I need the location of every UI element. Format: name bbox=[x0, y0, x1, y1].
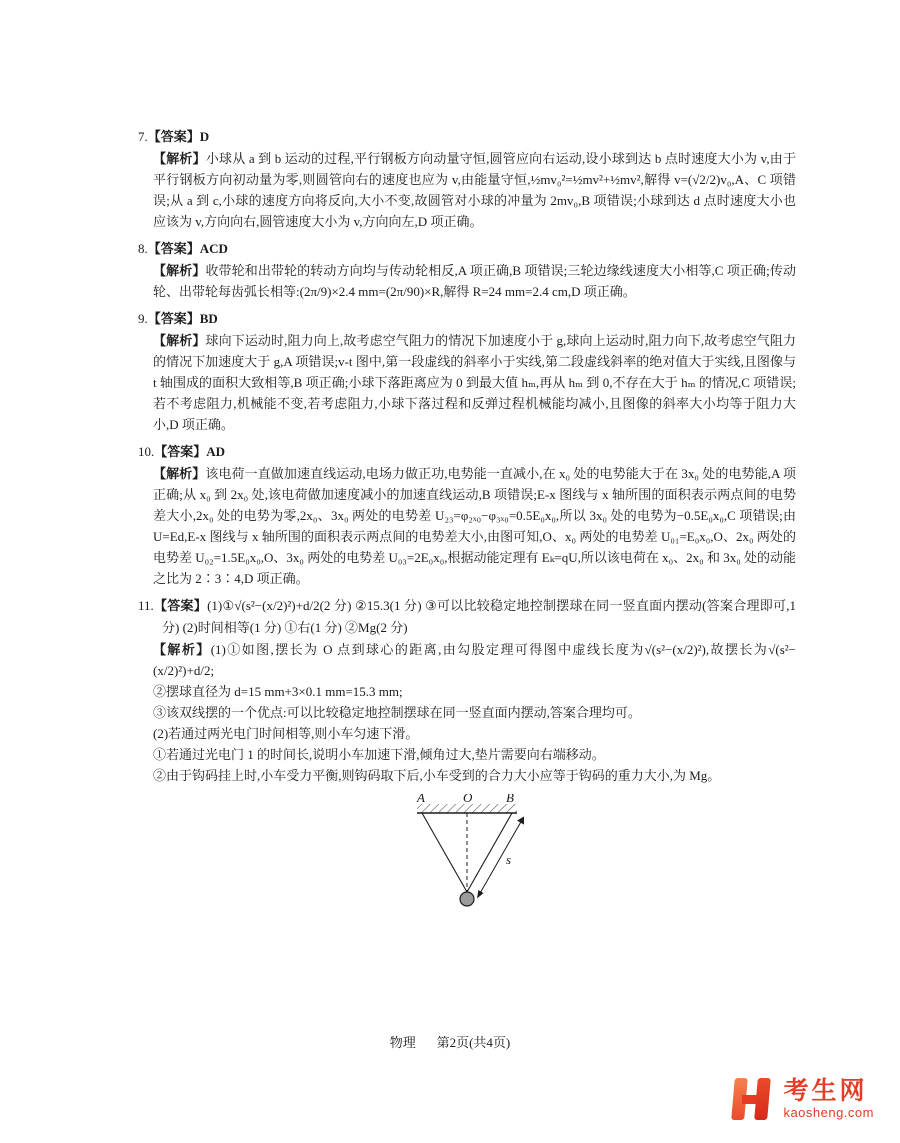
analysis-paragraph: ③该双线摆的一个优点:可以比较稳定地控制摆球在同一竖直面内摆动,答案合理均可。 bbox=[153, 705, 641, 720]
answer-value: (1)①√(s²−(x/2)²)+d/2(2 分) ②15.3(1 分) ③可以比较稳定地控制摆球在同一竖直面内摆动(答案合理即可,1 分) (2)时间相等(1 分) ①右(1 分) ②Mg(2 分) bbox=[162, 598, 796, 635]
question-number: 10. bbox=[138, 444, 155, 459]
answer-value: AD bbox=[206, 444, 226, 459]
kaosheng-logo-text bbox=[783, 1077, 874, 1121]
answer-label: 【答案】 bbox=[154, 444, 207, 459]
analysis-label: 【解析】 bbox=[153, 642, 211, 657]
analysis-paragraph: (2)若通过两光电门时间相等,则小车匀速下滑。 bbox=[153, 726, 419, 741]
question-number: 9. bbox=[138, 311, 148, 326]
analysis-text: 小球从 a 到 b 运动的过程,平行钢板方向动量守恒,圆管应向右运动,设小球到达 b 点时速度大小为 v,由于平行钢板方向初动量为零,则圆管向右的速度也应为 v,由能量守恒,½mv₀²=½mv²+½mv²,解得 v=(√2/2)v₀,A、C 项错误;从 a 到 c,小球的速度方向将反向,大小不变,故圆管对小球的冲量为 2mv₀,B 项错误;小球到达 d 点时速度大小也应该为 v,方向向右,圆管速度大小为 v,方向向左,D 项正确。 bbox=[153, 151, 796, 229]
analysis-text: (1)①如图,摆长为 O 点到球心的距离,由勾股定理可得图中虚线长度为√(s²−(x/2)²),故摆长为√(s²−(x/2)²)+d/2; bbox=[153, 642, 796, 678]
footer-subject: 物理 bbox=[389, 1035, 416, 1050]
analysis-label: 【解析】 bbox=[153, 466, 206, 481]
s-label: s bbox=[506, 852, 512, 867]
analysis-block bbox=[153, 260, 796, 302]
analysis-label: 【解析】 bbox=[153, 263, 206, 278]
question-number: 8. bbox=[138, 241, 148, 256]
answer-line bbox=[138, 126, 796, 148]
analysis-text: 球向下运动时,阻力向上,故考虑空气阻力的情况下加速度小于 g,球向上运动时,阻力向下,故考虑空气阻力的情况下加速度大于 g,A 项错误;v-t 图中,第一段虚线的斜率小于实线,第二段虚线斜率的绝对值大于实线,且图像与 t 轴围成的面积大致相等,B 项正确;小球下落距离应为 0 到最大值 hₘ,再从 hₘ 到 0,不存在大于 hₘ 的情况,C 项错误;若不考虑阻力,机械能不变,若考虑阻力,小球下落过程和反弹过程机械能均减小,且图像的斜率大小均等于阻力大小,D 项正确。 bbox=[153, 333, 796, 432]
answer-line bbox=[138, 238, 796, 260]
answer-value: D bbox=[199, 129, 210, 144]
analysis-paragraph: ②由于钩码挂上时,小车受力平衡,则钩码取下后,小车受到的合力大小应等于钩码的重力大小,为 Mg。 bbox=[153, 768, 721, 783]
point-o-label: O bbox=[463, 794, 473, 805]
analysis-block bbox=[153, 639, 796, 786]
answer-label: 【答案】 bbox=[153, 598, 208, 613]
pendulum-figure bbox=[372, 794, 562, 919]
support-bar bbox=[417, 804, 517, 813]
point-b-label: B bbox=[506, 794, 514, 805]
question-block-7 bbox=[138, 126, 796, 232]
answer-label: 【答案】 bbox=[147, 129, 200, 144]
question-number: 11. bbox=[138, 598, 154, 613]
kaosheng-site-name: 考生网 bbox=[783, 1077, 868, 1106]
analysis-text: 该电荷一直做加速直线运动,电场力做正功,电势能一直减小,在 x₀ 处的电势能大于在 3x₀ 处的电势能,A 项正确;从 x₀ 到 2x₀ 处,该电荷做加速度减小的加速直线运动,B 项错误;E-x 图线与 x 轴所围的面积表示两点间的电势差大小,2x₀ 处的电势为零,2x₀、3x₀ 两处的电势差 U₂₃=φ₂ₓ₀−φ₃ₓ₀=0.5E₀x₀,所以 3x₀ 处的电势为−0.5E₀x₀,C 项错误;由 U=Ed,E-x 图线与 x 轴所围的面积表示两点间的电势差大小,由图可知,O、x₀ 两处的电势差 U₀₁=E₀x₀,O、2x₀ 两处的电势差 U₀₂=1.5E₀x₀,O、3x₀ 两处的电势差 U₀₃=2E₀x₀,根据动能定理有 Eₖ=qU,所以该电荷在 x₀、2x₀ 和 3x₀ 处的动能之比为 2∶3∶4,D 项正确。 bbox=[153, 466, 796, 586]
analysis-paragraph: ①若通过光电门 1 的时间长,说明小车加速下滑,倾角过大,垫片需要向右端移动。 bbox=[153, 747, 605, 762]
pendulum-bob bbox=[460, 892, 474, 906]
s-dimension-arrow bbox=[479, 820, 522, 895]
kaosheng-logo-icon bbox=[728, 1076, 774, 1122]
analysis-paragraph: ②摆球直径为 d=15 mm+3×0.1 mm=15.3 mm; bbox=[153, 684, 403, 699]
question-block-10 bbox=[138, 441, 796, 589]
analysis-label: 【解析】 bbox=[153, 333, 206, 348]
left-string bbox=[422, 813, 467, 892]
analysis-block bbox=[153, 148, 796, 232]
answer-line bbox=[138, 595, 796, 639]
point-a-label: A bbox=[417, 794, 425, 805]
analysis-text: 收带轮和出带轮的转动方向均与传动轮相反,A 项正确,B 项错误;三轮边缘线速度大小相等,C 项正确;传动轮、出带轮每齿弧长相等:(2π/9)×2.4 mm=(2π/90)×R,解得 R=24 mm=2.4 cm,D 项正确。 bbox=[153, 263, 796, 299]
answer-value: ACD bbox=[199, 241, 228, 256]
kaosheng-watermark bbox=[728, 1076, 874, 1122]
question-number: 7. bbox=[138, 129, 148, 144]
answer-line bbox=[138, 308, 796, 330]
analysis-paragraph bbox=[153, 639, 796, 681]
question-block-8 bbox=[138, 238, 796, 302]
kaosheng-site-domain: kaosheng.com bbox=[783, 1104, 874, 1120]
analysis-block bbox=[153, 330, 796, 435]
answer-label: 【答案】 bbox=[147, 241, 200, 256]
question-block-9 bbox=[138, 308, 796, 435]
pendulum-diagram bbox=[372, 794, 562, 914]
answer-sheet bbox=[138, 126, 796, 925]
question-block-11 bbox=[138, 595, 796, 919]
page-footer bbox=[0, 1032, 900, 1051]
answer-line bbox=[138, 441, 796, 463]
analysis-block bbox=[153, 463, 796, 589]
footer-page-number: 第2页(共4页) bbox=[436, 1035, 511, 1050]
analysis-label: 【解析】 bbox=[153, 151, 206, 166]
answer-label: 【答案】 bbox=[147, 311, 200, 326]
answer-value: BD bbox=[199, 311, 218, 326]
